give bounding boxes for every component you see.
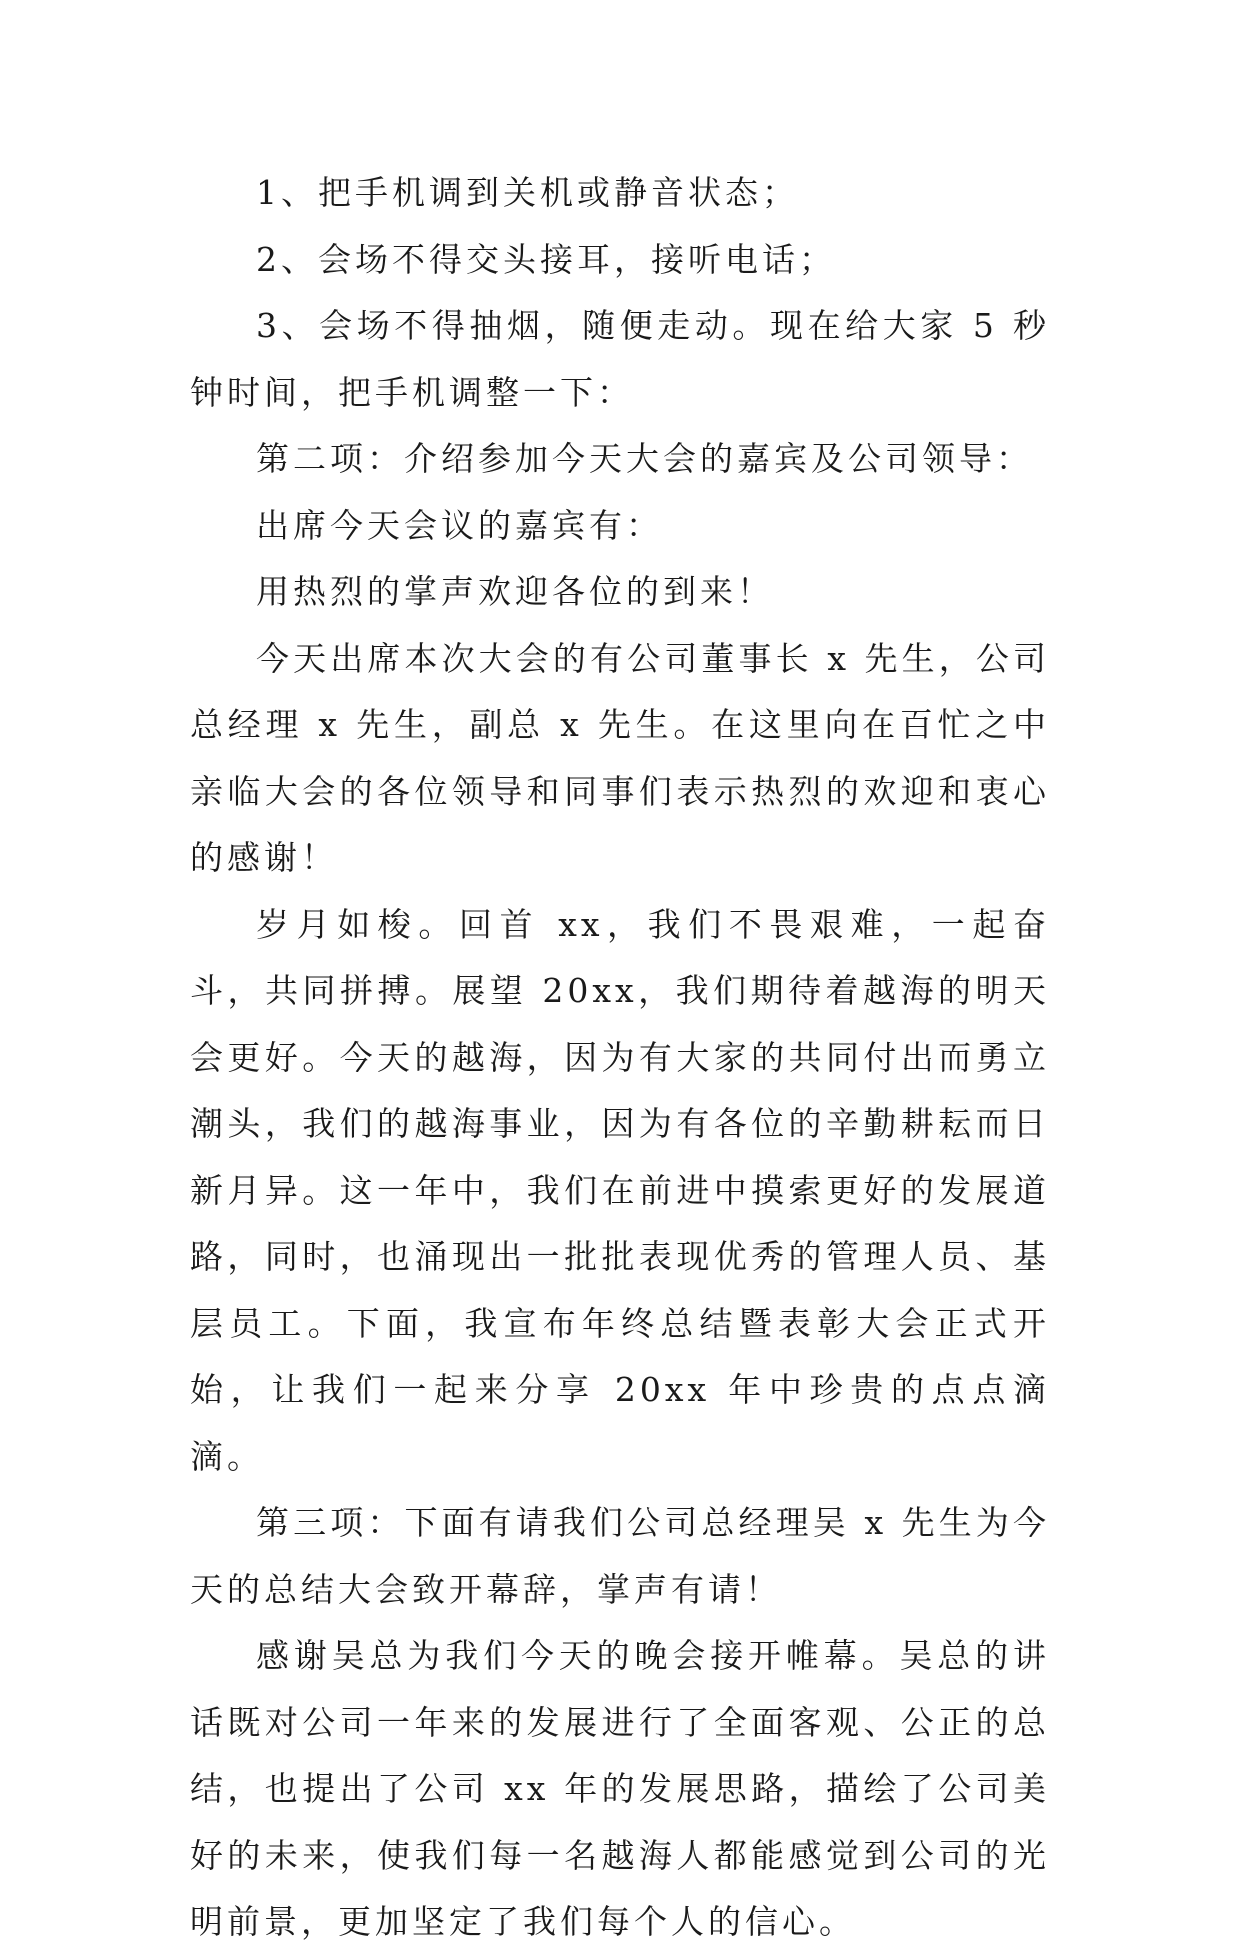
paragraph-year-review: 岁月如梭。回首 xx，我们不畏艰难，一起奋斗，共同拼搏。展望 20xx，我们期待着越海的明天会更好。今天的越海，因为有大家的共同付出而勇立潮头，我们的越海事业，因为有各位的辛勤耕耘而日新月异。这一年中，我们在前进中摸索更好的发展道路，同时，也涌现出一批批表现优秀的管理人员、基层员工。下面，我宣布年终总结暨表彰大会正式开始，让我们一起来分享 20xx 年中珍贵的点点滴滴。 <box>190 904 1050 1476</box>
paragraph-rule-talking: 2、会场不得交头接耳，接听电话； <box>256 239 836 279</box>
document-body <box>190 160 1050 1956</box>
paragraph-rule-phones: 1、把手机调到关机或静音状态； <box>256 173 799 212</box>
paragraph-item-three-heading: 第三项：下面有请我们公司总经理吴 x 先生为今天的总结大会致开幕辞，掌声有请！ <box>190 1503 1050 1609</box>
paragraph-attendees: 今天出席本次大会的有公司董事长 x 先生，公司总经理 x 先生，副总 x 先生。在这里向在百忙之中亲临大会的各位领导和同事们表示热烈的欢迎和衷心的感谢！ <box>190 638 1050 877</box>
paragraph-thanks-speech: 感谢吴总为我们今天的晚会接开帷幕。吴总的讲话既对公司一年来的发展进行了全面客观、公正的总结，也提出了公司 xx 年的发展思路，描绘了公司美好的未来，使我们每一名越海人都能感觉到公司的光明前景，更加坚定了我们每个人的信心。 <box>190 1636 1050 1941</box>
paragraph-rule-smoking: 3、会场不得抽烟，随便走动。现在给大家 5 秒钟时间，把手机调整一下： <box>190 306 1050 412</box>
paragraph-item-two-heading: 第二项：介绍参加今天大会的嘉宾及公司领导： <box>256 439 1033 478</box>
paragraph-guests-intro: 出席今天会议的嘉宾有： <box>256 505 663 545</box>
paragraph-applause-welcome: 用热烈的掌声欢迎各位的到来！ <box>256 572 774 611</box>
